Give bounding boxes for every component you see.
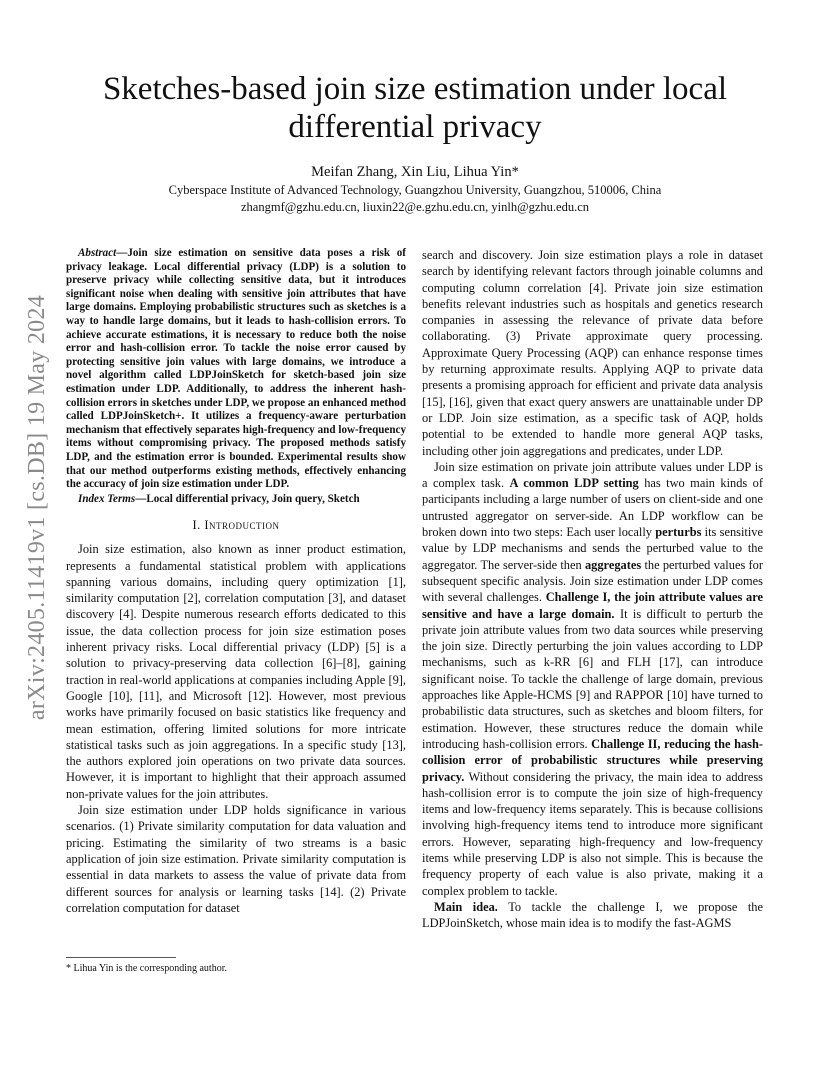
- section-title: Introduction: [204, 518, 280, 533]
- abstract-paragraph: [66, 247, 406, 492]
- author-emails: zhangmf@gzhu.edu.cn, liuxin22@e.gzhu.edu.cn, yinlh@gzhu.edu.cn: [241, 200, 589, 214]
- intro-paragraph-1: Join size estimation, also known as inner product estimation, represents a fundamental statistical problem with applications spanning various domains, including query optimization [1], similarity computation [2], correlation computation [3], and dataset discovery [4]. Despite numerous research efforts dedicated to this issue, the data collection process for join size estimation poses inherent privacy risks. Local differential privacy (LDP) [5] is a solution to privacy-preserving data collection [6]–[8], gaining traction in real-world applications at companies including Apple [9], Google [10], [11], and Microsoft [12]. However, most previous works have primarily focused on basic statistics like frequency and mean estimation, offering limited solutions for more intricate statistical tasks such as join aggregations. In a specific study [13], the authors explored join operations on two private data sources. However, it is important to highlight that their approach assumed non-private values for the join attributes.: [66, 542, 406, 801]
- left-column: [66, 247, 406, 916]
- p4-bold-challenge-1: Challenge I, the join attribute values are sensitive and have a large domain.: [422, 590, 764, 621]
- abstract-text: —Join size estimation on sensitive data poses a risk of privacy leakage. Local differential privacy (LDP) is a solution to preserve privacy while collecting sensitive data, but it introduces significant noise when dealing with sensitive join attributes that have large domains. Employing probabilistic structures such as sketches is a way to handle large domains, but it leads to hash-collision errors. To achieve accurate estimations, it is necessary to reduce both the noise error and hash-collision error. To tackle the noise error caused by protecting sensitive join values with large domains, we introduce a novel algorithm called LDPJoinSketch for sketch-based join size estimation under LDP. Additionally, to address the inherent hash-collision errors in sketches under LDP, we propose an enhanced method called LDPJoinSketch+. It utilizes a frequency-aware perturbation mechanism that effectively separates high-frequency and low-frequency items without compromising privacy. The proposed methods satisfy LDP, and the estimation error is bounded. Experimental results show that our method outperforms existing methods, effectively enhancing the accuracy of join size estimation under LDP.: [66, 247, 406, 491]
- p4-text-e: its sensitive value by LDP mechanisms and sends the perturbed value to the aggregator. The server-side then: [422, 525, 764, 572]
- abstract: [66, 247, 406, 506]
- index-terms-label: Index Terms: [78, 492, 136, 505]
- p4-bold-aggregates: aggregates: [584, 557, 642, 572]
- affiliation: Cyberspace Institute of Advanced Technology, Guangzhou University, Guangzhou, 510006, China: [168, 183, 662, 197]
- p4-text-g: the perturbed values for subsequent specific analysis. Join size estimation under LDP comes with several challenges.: [422, 557, 763, 605]
- p5-text: To tackle the challenge I, we propose the LDPJoinSketch, whose main idea is to modify the fast-AGMS: [422, 899, 764, 931]
- paper-title: Sketches-based join size estimation under local differential privacy: [102, 71, 728, 145]
- intro-left-body: [66, 541, 406, 916]
- intro-paragraph-5: [422, 899, 763, 932]
- p4-text-i: It is difficult to perturb the private join attribute values from two data sources while preserving the join size. Directly perturbing the join values according to LDP mechanisms, such as k-RR [6] and FLH [17], can introduce significant noise. To tackle the challenge of large domain, previous approaches like Apple-HCMS [9] and RAPPOR [10] have turned to probabilistic data structures, such as sketches and bloom filters, for estimation. However, these structures reduce the domain while introducing hash-collision errors.: [422, 606, 763, 751]
- index-terms-text: —Local differential privacy, Join query, Sketch: [135, 492, 360, 505]
- abstract-label: Abstract: [78, 247, 117, 259]
- p4-bold-challenge-2: Challenge II, reducing the hash-collision error of probabilistic structures while preserving privacy.: [422, 736, 763, 784]
- p4-text-c: has two main kinds of participants including a large number of users on client-side and one untrusted aggregator on server-side. An LDP workflow can be broken down into two steps: Each user locally: [422, 476, 764, 540]
- intro-paragraph-4: [422, 459, 763, 899]
- footnote-text: * Lihua Yin is the corresponding author.: [66, 963, 227, 974]
- p5-bold-main-idea: Main idea.: [434, 899, 498, 914]
- p4-bold-setting: A common LDP setting: [509, 476, 639, 491]
- intro-paragraph-2: Join size estimation under LDP holds significance in various scenarios. (1) Private similarity computation for data valuation and pricing. Estimating the similarity of two streams is a basic application of join size estimation. Private similarity computation is essential in data markets to assess the value of private data from different sources for analysis or learning tasks [14]. (2) Private correlation computation for dataset: [66, 803, 406, 915]
- affiliation-block: [80, 182, 750, 216]
- index-terms: [66, 493, 406, 507]
- p4-bold-perturbs: perturbs: [655, 525, 702, 540]
- arxiv-id-text: arXiv:2405.11419v1 [cs.DB] 19 May 2024: [24, 294, 51, 720]
- p4-text-k: Without considering the privacy, the main idea to address hash-collision error is to compute the join size of high-frequency items and low-frequency items separately. This is because collisions involving high-frequency items tend to introduce more significant errors. However, separating high-frequency and low-frequency items while preserving LDP is also not simple. This is because the frequency property of each value is also private, making it a complex problem to tackle.: [422, 769, 763, 898]
- intro-paragraph-3: search and discovery. Join size estimation plays a role in dataset search by identifying relevant factors through joinable columns and computing column correlation [4]. Private join size estimation benefits relevant industries such as hospitals and genetics research companies in assessing the relevance of private data before collaborating. (3) Private approximate query processing. Approximate Query Processing (AQP) can enhance response times by returning approximate results. Applying AQP to private data presents a promising approach for efficient and private data analysis [15], [16], given that exact query answers are unattainable under DP or LDP. Join size estimation, as a specific task of AQP, holds potential to be extended to handle more general AQP tasks, including other join aggregations and predicates, under LDP.: [422, 248, 763, 458]
- footnote-rule: [66, 957, 176, 958]
- arxiv-identifier: [18, 282, 58, 732]
- section-number: I.: [192, 518, 201, 533]
- footnote: [66, 958, 406, 975]
- author-list: Meifan Zhang, Xin Liu, Lihua Yin*: [311, 164, 519, 180]
- p4-text-a: Join size estimation on private join attribute values under LDP is a complex task.: [422, 459, 763, 491]
- right-column: [422, 247, 763, 931]
- section-heading-introduction: [66, 518, 406, 533]
